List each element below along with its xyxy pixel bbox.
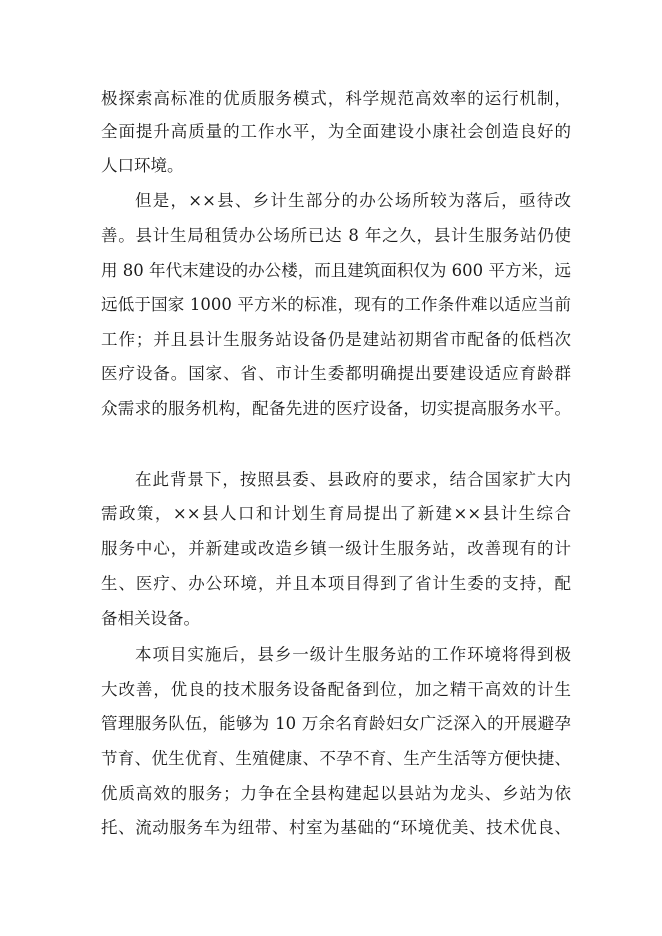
paragraph-line: 在此背景下，按照县委、县政府的要求，结合国家扩大内 [135,470,571,489]
paragraph-line: 全面提升高质量的工作水平，为全面建设小康社会创造良好的 [101,122,571,141]
paragraph-line: 服务中心，并新建或改造乡镇一级计生服务站，改善现有的计 [101,539,571,558]
paragraph-line: 优质高效的服务；力争在全县构建起以县站为龙头、乡站为依 [101,784,571,803]
paragraph-line: 本项目实施后，县乡一级计生服务站的工作环境将得到极 [135,645,571,664]
paragraph-line: 节育、优生优育、生殖健康、不孕不育、生产生活等方便快捷、 [101,749,571,768]
paragraph-line: 众需求的服务机构，配备先进的医疗设备，切实提高服务水平。 [101,399,571,418]
paragraph-line: 但是，××县、乡计生部分的办公场所较为落后，亟待改 [135,191,571,210]
paragraph-line: 管理服务队伍，能够为 10 万余名育龄妇女广泛深入的开展避孕 [101,714,571,733]
paragraph-line: 善。县计生局租赁办公场所已达 8 年之久，县计生服务站仍使 [101,226,571,245]
paragraph-line: 极探索高标准的优质服务模式，科学规范高效率的运行机制， [101,89,571,108]
paragraph-line: 生、医疗、办公环境，并且本项目得到了省计生委的支持，配 [101,574,571,593]
paragraph-line: 需政策，××县人口和计划生育局提出了新建××县计生综合 [101,504,571,523]
paragraph-line: 人口环境。 [101,156,184,175]
paragraph-line: 用 80 年代末建设的办公楼，而且建筑面积仅为 600 平方米，远 [101,261,571,280]
paragraph-line: 托、流动服务车为纽带、村室为基础的“环境优美、技术优良、 [101,818,571,837]
paragraph-line: 备相关设备。 [101,609,200,628]
paragraph-line: 医疗设备。国家、省、市计生委都明确提出要建设适应育龄群 [101,364,571,383]
paragraph-line: 远低于国家 1000 平方米的标准，现有的工作条件难以适应当前 [101,295,571,314]
paragraph-line: 大改善，优良的技术服务设备配备到位，加之精干高效的计生 [101,680,571,699]
paragraph-line: 工作；并且县计生服务站设备仍是建站初期省市配备的低档次 [101,330,571,349]
